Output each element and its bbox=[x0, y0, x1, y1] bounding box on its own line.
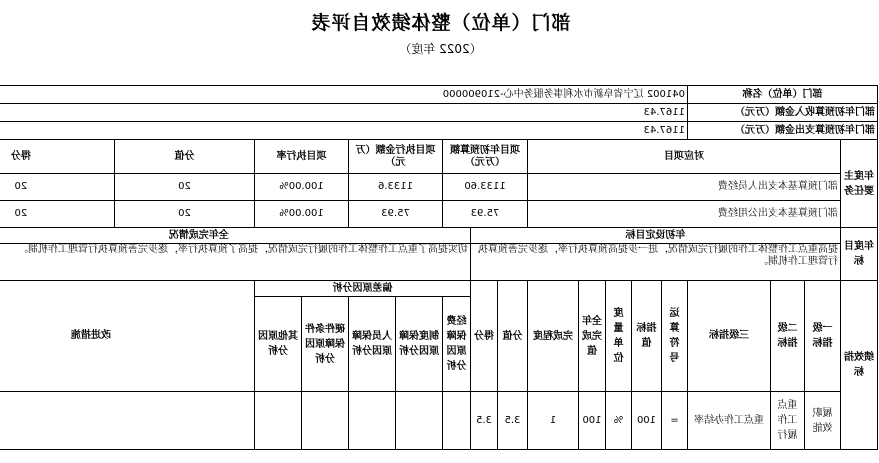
goals-planned-text: 提高重点工作整体工作的履行完成情况，进一步提高预算执行率，逐步完善预算执行管理工作机制。 bbox=[471, 244, 841, 281]
task-row bbox=[0, 174, 878, 201]
task-weight: 20 bbox=[115, 174, 255, 201]
dev-funding-header: 经费保障原因分析 bbox=[443, 297, 471, 392]
task-exec-rate: 100.00% bbox=[255, 174, 349, 201]
indicator-level3: 重点工作办结率 bbox=[688, 392, 771, 450]
task-score: 20 bbox=[0, 201, 115, 228]
indicator-actual: 100 bbox=[579, 392, 606, 450]
tasks-col-budget: 项目年初预算额（万元） bbox=[443, 140, 528, 174]
tasks-col-exec-rate: 项目执行率 bbox=[255, 140, 349, 174]
expense-label: 部门年初预算支出金额（万元） bbox=[688, 122, 878, 140]
dev-hardware-header: 硬件条件保障原因分析 bbox=[302, 297, 349, 392]
goals-actual-header: 全年完成情况 bbox=[0, 228, 471, 244]
goals-actual-text: 切实提高了重点工作整体工作的履行完成情况，提高了预算执行率，逐步完善预算执行管理工作机制。 bbox=[0, 244, 471, 281]
tasks-col-weight: 分值 bbox=[115, 140, 255, 174]
dev-system-header: 制度保障原因分析 bbox=[396, 297, 443, 392]
task-name: 部门预算基本支出公用经费 bbox=[528, 201, 841, 228]
expense-value: 1167.43 bbox=[0, 122, 688, 140]
indicator-completion: 1 bbox=[528, 392, 579, 450]
indicator-dev-staff bbox=[349, 392, 396, 450]
indicators-col-level1: 一级指标 bbox=[805, 281, 841, 392]
dept-name-label: 部门（单位）名称 bbox=[688, 86, 878, 104]
tasks-col-exec-amount: 项目执行金额（万元） bbox=[349, 140, 443, 174]
dev-other-header: 其他原因分析 bbox=[255, 297, 302, 392]
dev-staff-header: 人员保障原因分析 bbox=[349, 297, 396, 392]
indicator-score: 3.5 bbox=[471, 392, 498, 450]
task-score: 20 bbox=[0, 174, 115, 201]
expense-row bbox=[0, 122, 878, 140]
indicator-dev-other bbox=[255, 392, 302, 450]
indicator-target: 100 bbox=[632, 392, 662, 450]
evaluation-table bbox=[0, 85, 878, 450]
indicators-col-unit: 度量单位 bbox=[606, 281, 632, 392]
income-value: 1167.43 bbox=[0, 104, 688, 122]
indicators-col-operator: 运算符号 bbox=[662, 281, 688, 392]
indicators-col-score: 得分 bbox=[471, 281, 498, 392]
indicator-weight: 3.5 bbox=[498, 392, 528, 450]
tasks-col-score: 得分 bbox=[0, 140, 115, 174]
indicators-col-measures: 改进措施 bbox=[0, 281, 255, 392]
tasks-header-row bbox=[0, 140, 878, 174]
indicators-col-level3: 三级指标 bbox=[688, 281, 771, 392]
task-weight: 20 bbox=[115, 201, 255, 228]
tasks-section-label: 年度主要任务 bbox=[841, 140, 878, 228]
indicator-dev-system bbox=[396, 392, 443, 450]
tasks-col-task: 对应项目 bbox=[528, 140, 841, 174]
indicator-level2: 重点工作履行 bbox=[771, 392, 805, 450]
task-row bbox=[0, 201, 878, 228]
indicators-header-row bbox=[0, 281, 878, 297]
document-title: 部门（单位）整体绩效自评表 bbox=[310, 12, 571, 34]
indicator-operator: = bbox=[662, 392, 688, 450]
dept-name-value: 041002 辽宁省阜新市水利事务服务中心-210900000 bbox=[0, 86, 688, 104]
indicator-dev-funding bbox=[443, 392, 471, 450]
indicator-measures bbox=[0, 392, 255, 450]
goals-text-row bbox=[0, 244, 878, 281]
indicators-col-level2: 二级指标 bbox=[771, 281, 805, 392]
goals-header-row bbox=[0, 228, 878, 244]
deviation-header: 偏差原因分析 bbox=[255, 281, 471, 297]
dept-name-row bbox=[0, 86, 878, 104]
goals-section-label: 年度目标 bbox=[841, 228, 878, 281]
indicators-col-target: 指标值 bbox=[632, 281, 662, 392]
indicators-col-completion: 完成程度 bbox=[528, 281, 579, 392]
task-budget: 75.93 bbox=[443, 201, 528, 228]
indicator-level1: 履职效能 bbox=[805, 392, 841, 450]
task-exec-amount: 75.93 bbox=[349, 201, 443, 228]
task-exec-amount: 1133.6 bbox=[349, 174, 443, 201]
indicators-section-label: 绩效指标 bbox=[841, 281, 878, 450]
indicator-row bbox=[0, 392, 878, 450]
indicator-unit: % bbox=[606, 392, 632, 450]
indicators-col-weight: 分值 bbox=[498, 281, 528, 392]
indicators-col-actual: 全年完成值 bbox=[579, 281, 606, 392]
indicator-dev-hardware bbox=[302, 392, 349, 450]
document-year: （2022 年度） bbox=[399, 42, 482, 56]
income-row bbox=[0, 104, 878, 122]
goals-planned-header: 年初设定目标 bbox=[471, 228, 841, 244]
task-exec-rate: 100.00% bbox=[255, 201, 349, 228]
task-budget: 1133.60 bbox=[443, 174, 528, 201]
task-name: 部门预算基本支出人员经费 bbox=[528, 174, 841, 201]
mirrored-document bbox=[1, 0, 879, 463]
income-label: 部门年初预算收入金额（万元） bbox=[688, 104, 878, 122]
